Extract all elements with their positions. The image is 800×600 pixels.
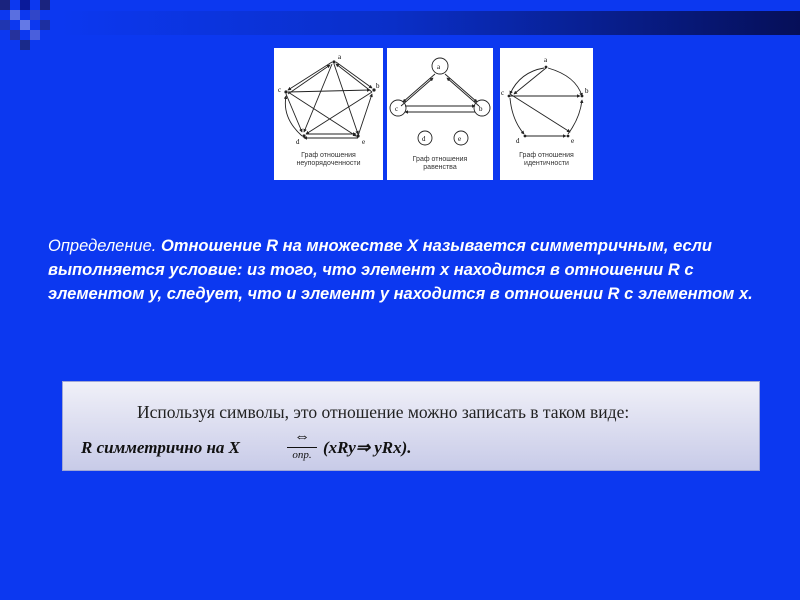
vertex-label-c: c: [501, 89, 505, 97]
graph-figure-3: [500, 48, 593, 180]
vertex-label-e: e: [458, 135, 462, 143]
caption-line: Граф отношения: [301, 152, 356, 159]
graph-figure-1: [274, 48, 383, 180]
graph-figure-2: [387, 48, 493, 180]
formula-intro: Используя символы, это отношение можно записать в таком виде:: [137, 402, 630, 422]
vertex-label-a: a: [437, 63, 441, 71]
formula-rhs: (xRy⇒ yRx).: [323, 438, 412, 457]
caption-line: неупорядоченности: [296, 160, 361, 167]
figure-caption-2: [387, 156, 493, 172]
fraction-line: [287, 447, 317, 448]
figure-caption-1: [274, 152, 383, 168]
equivalence-arrow-icon: ⇔: [294, 428, 310, 445]
vertex-label-d: d: [422, 135, 426, 143]
caption-line: идентичности: [524, 160, 569, 167]
definition-lead: Определение.: [48, 237, 157, 255]
vertex-label-b: b: [585, 87, 589, 95]
vertex-label-c: c: [395, 105, 399, 113]
vertex-label-d: d: [516, 137, 520, 145]
definition-paragraph: [48, 234, 778, 306]
vertex-label-b: b: [376, 82, 380, 90]
definition-symbol: [287, 429, 317, 461]
caption-line: равенства: [423, 164, 457, 171]
vertex-label-d: d: [296, 138, 300, 146]
vertex-label-e: e: [362, 138, 366, 146]
vertex-label-c: c: [278, 86, 282, 94]
figure-caption-3: [500, 152, 593, 168]
definition-body: Отношение R на множестве X называется симметричным, если выполняется условие: из того, что элемент х находится в отношении R с элементом у, следует, что и элемент у находится в отношении R с элементом х.: [48, 237, 753, 303]
formula-lhs: R симметрично на X: [81, 438, 241, 457]
definition-abbr: опр.: [292, 449, 312, 461]
vertex-label-a: a: [544, 56, 548, 64]
caption-line: Граф отношения: [519, 152, 574, 159]
vertex-label-b: b: [479, 105, 483, 113]
formula-box: [62, 381, 760, 471]
corner-checker-decoration: [0, 0, 60, 50]
vertex-label-e: e: [571, 137, 575, 145]
vertex-label-a: a: [338, 53, 342, 61]
caption-line: Граф отношения: [412, 156, 468, 163]
header-bar-decoration: [60, 11, 800, 35]
